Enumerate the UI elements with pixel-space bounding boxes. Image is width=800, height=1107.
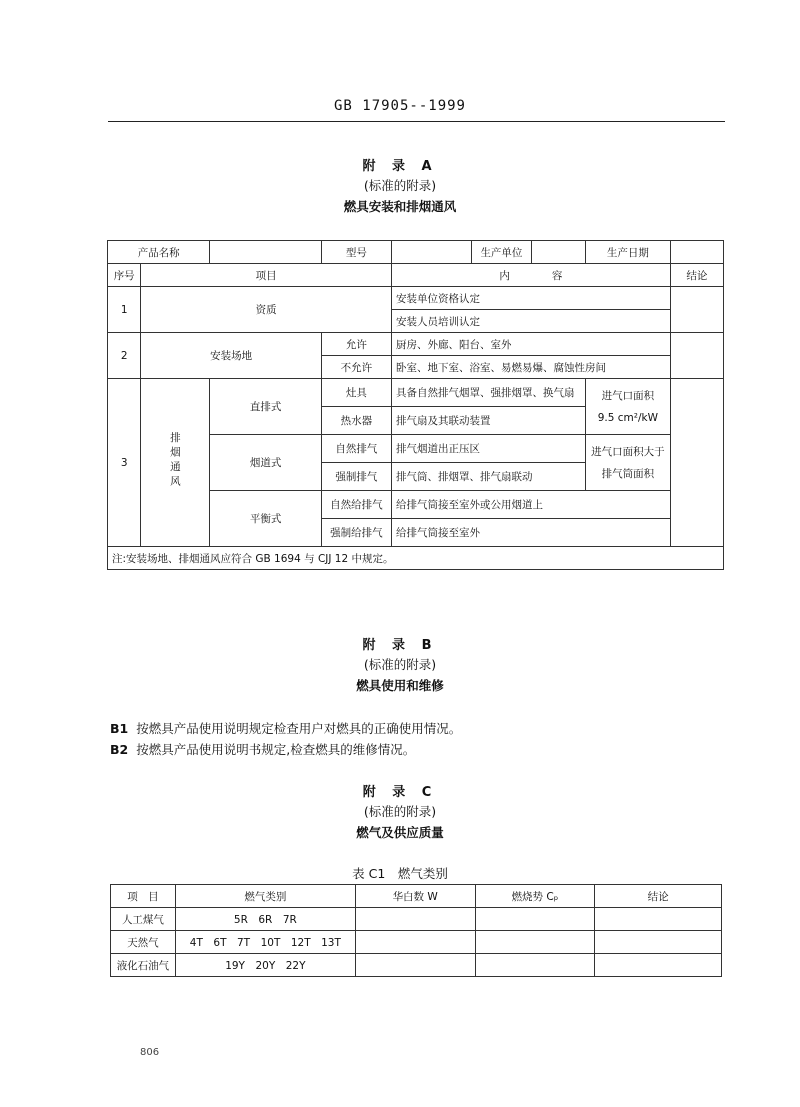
table-row bbox=[108, 379, 724, 407]
row-seq: 2 bbox=[108, 333, 141, 379]
item-header: 项 目 bbox=[111, 885, 176, 908]
gas-name: 液化石油气 bbox=[111, 954, 176, 977]
gas-category: 5R 6R 7R bbox=[175, 908, 355, 931]
row-seq: 1 bbox=[108, 287, 141, 333]
table-row bbox=[111, 908, 722, 931]
conclusion-header: 结论 bbox=[595, 885, 722, 908]
date-value bbox=[670, 241, 723, 264]
row-seq: 3 bbox=[108, 379, 141, 547]
paragraph-number: B2 bbox=[110, 742, 129, 757]
installation-table bbox=[107, 240, 724, 570]
header-rule bbox=[108, 121, 725, 122]
appendix-c-name: 燃气及供应质量 bbox=[356, 825, 444, 840]
appendix-a-title: 附 录 A bbox=[362, 159, 438, 174]
row-content: 排气筒、排烟罩、排气扇联动 bbox=[391, 463, 585, 491]
row-subitem: 强制给排气 bbox=[321, 519, 391, 547]
standard-header: GB 17905--1999 bbox=[333, 98, 466, 114]
conclusion-header: 结论 bbox=[670, 264, 723, 287]
row-content: 安装单位资格认定 bbox=[391, 287, 670, 310]
appendix-b-name: 燃具使用和维修 bbox=[356, 678, 444, 693]
note-line: 进气口面积大于 bbox=[591, 445, 665, 458]
row-content: 给排气筒接至室外 bbox=[391, 519, 670, 547]
row-content: 厨房、外廊、阳台、室外 bbox=[391, 333, 670, 356]
conclusion-cell bbox=[670, 379, 723, 547]
note-line: 排气筒面积 bbox=[601, 467, 655, 480]
note-row bbox=[108, 547, 724, 570]
row-content: 安装人员培训认定 bbox=[391, 310, 670, 333]
row-item: 安装场地 bbox=[141, 333, 321, 379]
row-subitem: 强制排气 bbox=[321, 463, 391, 491]
manufacturer-value bbox=[532, 241, 586, 264]
gas-category: 19Y 20Y 22Y bbox=[175, 954, 355, 977]
note-line: 进气口面积 bbox=[601, 389, 655, 402]
row-note bbox=[585, 379, 670, 435]
row-group bbox=[141, 379, 210, 547]
content-header: 内 容 bbox=[391, 264, 670, 287]
seq-header: 序号 bbox=[108, 264, 141, 287]
row-type: 直排式 bbox=[210, 379, 321, 435]
row-content: 排气烟道出正压区 bbox=[391, 435, 585, 463]
product-name-label: 产品名称 bbox=[108, 241, 210, 264]
item-header: 项目 bbox=[141, 264, 392, 287]
appendix-a-name: 燃具安装和排烟通风 bbox=[343, 199, 457, 214]
model-value bbox=[391, 241, 471, 264]
gas-name: 天然气 bbox=[111, 931, 176, 954]
page-number: 806 bbox=[140, 1047, 160, 1058]
row-content: 排气扇及其联动装置 bbox=[391, 407, 585, 435]
conclusion-cell bbox=[670, 287, 723, 333]
row-note bbox=[585, 435, 670, 491]
row-item: 资质 bbox=[141, 287, 392, 333]
row-subitem: 灶具 bbox=[321, 379, 391, 407]
table-row bbox=[108, 287, 724, 310]
paragraph-number: B1 bbox=[110, 721, 129, 736]
row-type: 烟道式 bbox=[210, 435, 321, 491]
appendix-b-subtitle: (标准的附录) bbox=[363, 657, 437, 672]
manufacturer-label: 生产单位 bbox=[471, 241, 531, 264]
table-row bbox=[111, 931, 722, 954]
date-label: 生产日期 bbox=[585, 241, 670, 264]
product-name-value bbox=[210, 241, 321, 264]
product-info-row bbox=[108, 241, 724, 264]
table-note: 注:安装场地、排烟通风应符合 GB 1694 与 CJJ 12 中规定。 bbox=[108, 547, 724, 570]
table-header-row bbox=[111, 885, 722, 908]
paragraph-text: 按燃具产品使用说明书规定,检查燃具的维修情况。 bbox=[136, 742, 416, 757]
table-header-row bbox=[108, 264, 724, 287]
gas-name: 人工煤气 bbox=[111, 908, 176, 931]
row-subitem: 热水器 bbox=[321, 407, 391, 435]
appendix-c-subtitle: (标准的附录) bbox=[363, 804, 437, 819]
category-header: 燃气类别 bbox=[175, 885, 355, 908]
paragraph-text: 按燃具产品使用说明规定检查用户对燃具的正确使用情况。 bbox=[136, 721, 462, 736]
row-subitem: 自然给排气 bbox=[321, 491, 391, 519]
paragraph-b2 bbox=[110, 740, 415, 758]
gas-category-table bbox=[110, 884, 722, 977]
table-row bbox=[111, 954, 722, 977]
note-line: 9.5 cm²/kW bbox=[597, 411, 658, 424]
table-row bbox=[108, 333, 724, 356]
appendix-c-title: 附 录 C bbox=[362, 785, 438, 800]
row-content: 卧室、地下室、浴室、易燃易爆、腐蚀性房间 bbox=[391, 356, 670, 379]
model-label: 型号 bbox=[321, 241, 391, 264]
row-subitem: 允许 bbox=[321, 333, 391, 356]
wobbe-header: 华白数 W bbox=[355, 885, 475, 908]
group-label: 排烟通风 bbox=[168, 432, 181, 490]
gas-category: 4T 6T 7T 10T 12T 13T bbox=[175, 931, 355, 954]
row-subitem: 自然排气 bbox=[321, 435, 391, 463]
burning-potential-header: 燃烧势 Cₚ bbox=[475, 885, 595, 908]
appendix-a-subtitle: (标准的附录) bbox=[363, 178, 437, 193]
table-c1-caption: 表 C1 燃气类别 bbox=[352, 866, 448, 881]
row-content: 具备自然排气烟罩、强排烟罩、换气扇 bbox=[391, 379, 585, 407]
row-subitem: 不允许 bbox=[321, 356, 391, 379]
row-type: 平衡式 bbox=[210, 491, 321, 547]
paragraph-b1 bbox=[110, 719, 461, 737]
appendix-b-title: 附 录 B bbox=[362, 638, 438, 653]
row-content: 给排气筒接至室外或公用烟道上 bbox=[391, 491, 670, 519]
conclusion-cell bbox=[670, 333, 723, 379]
